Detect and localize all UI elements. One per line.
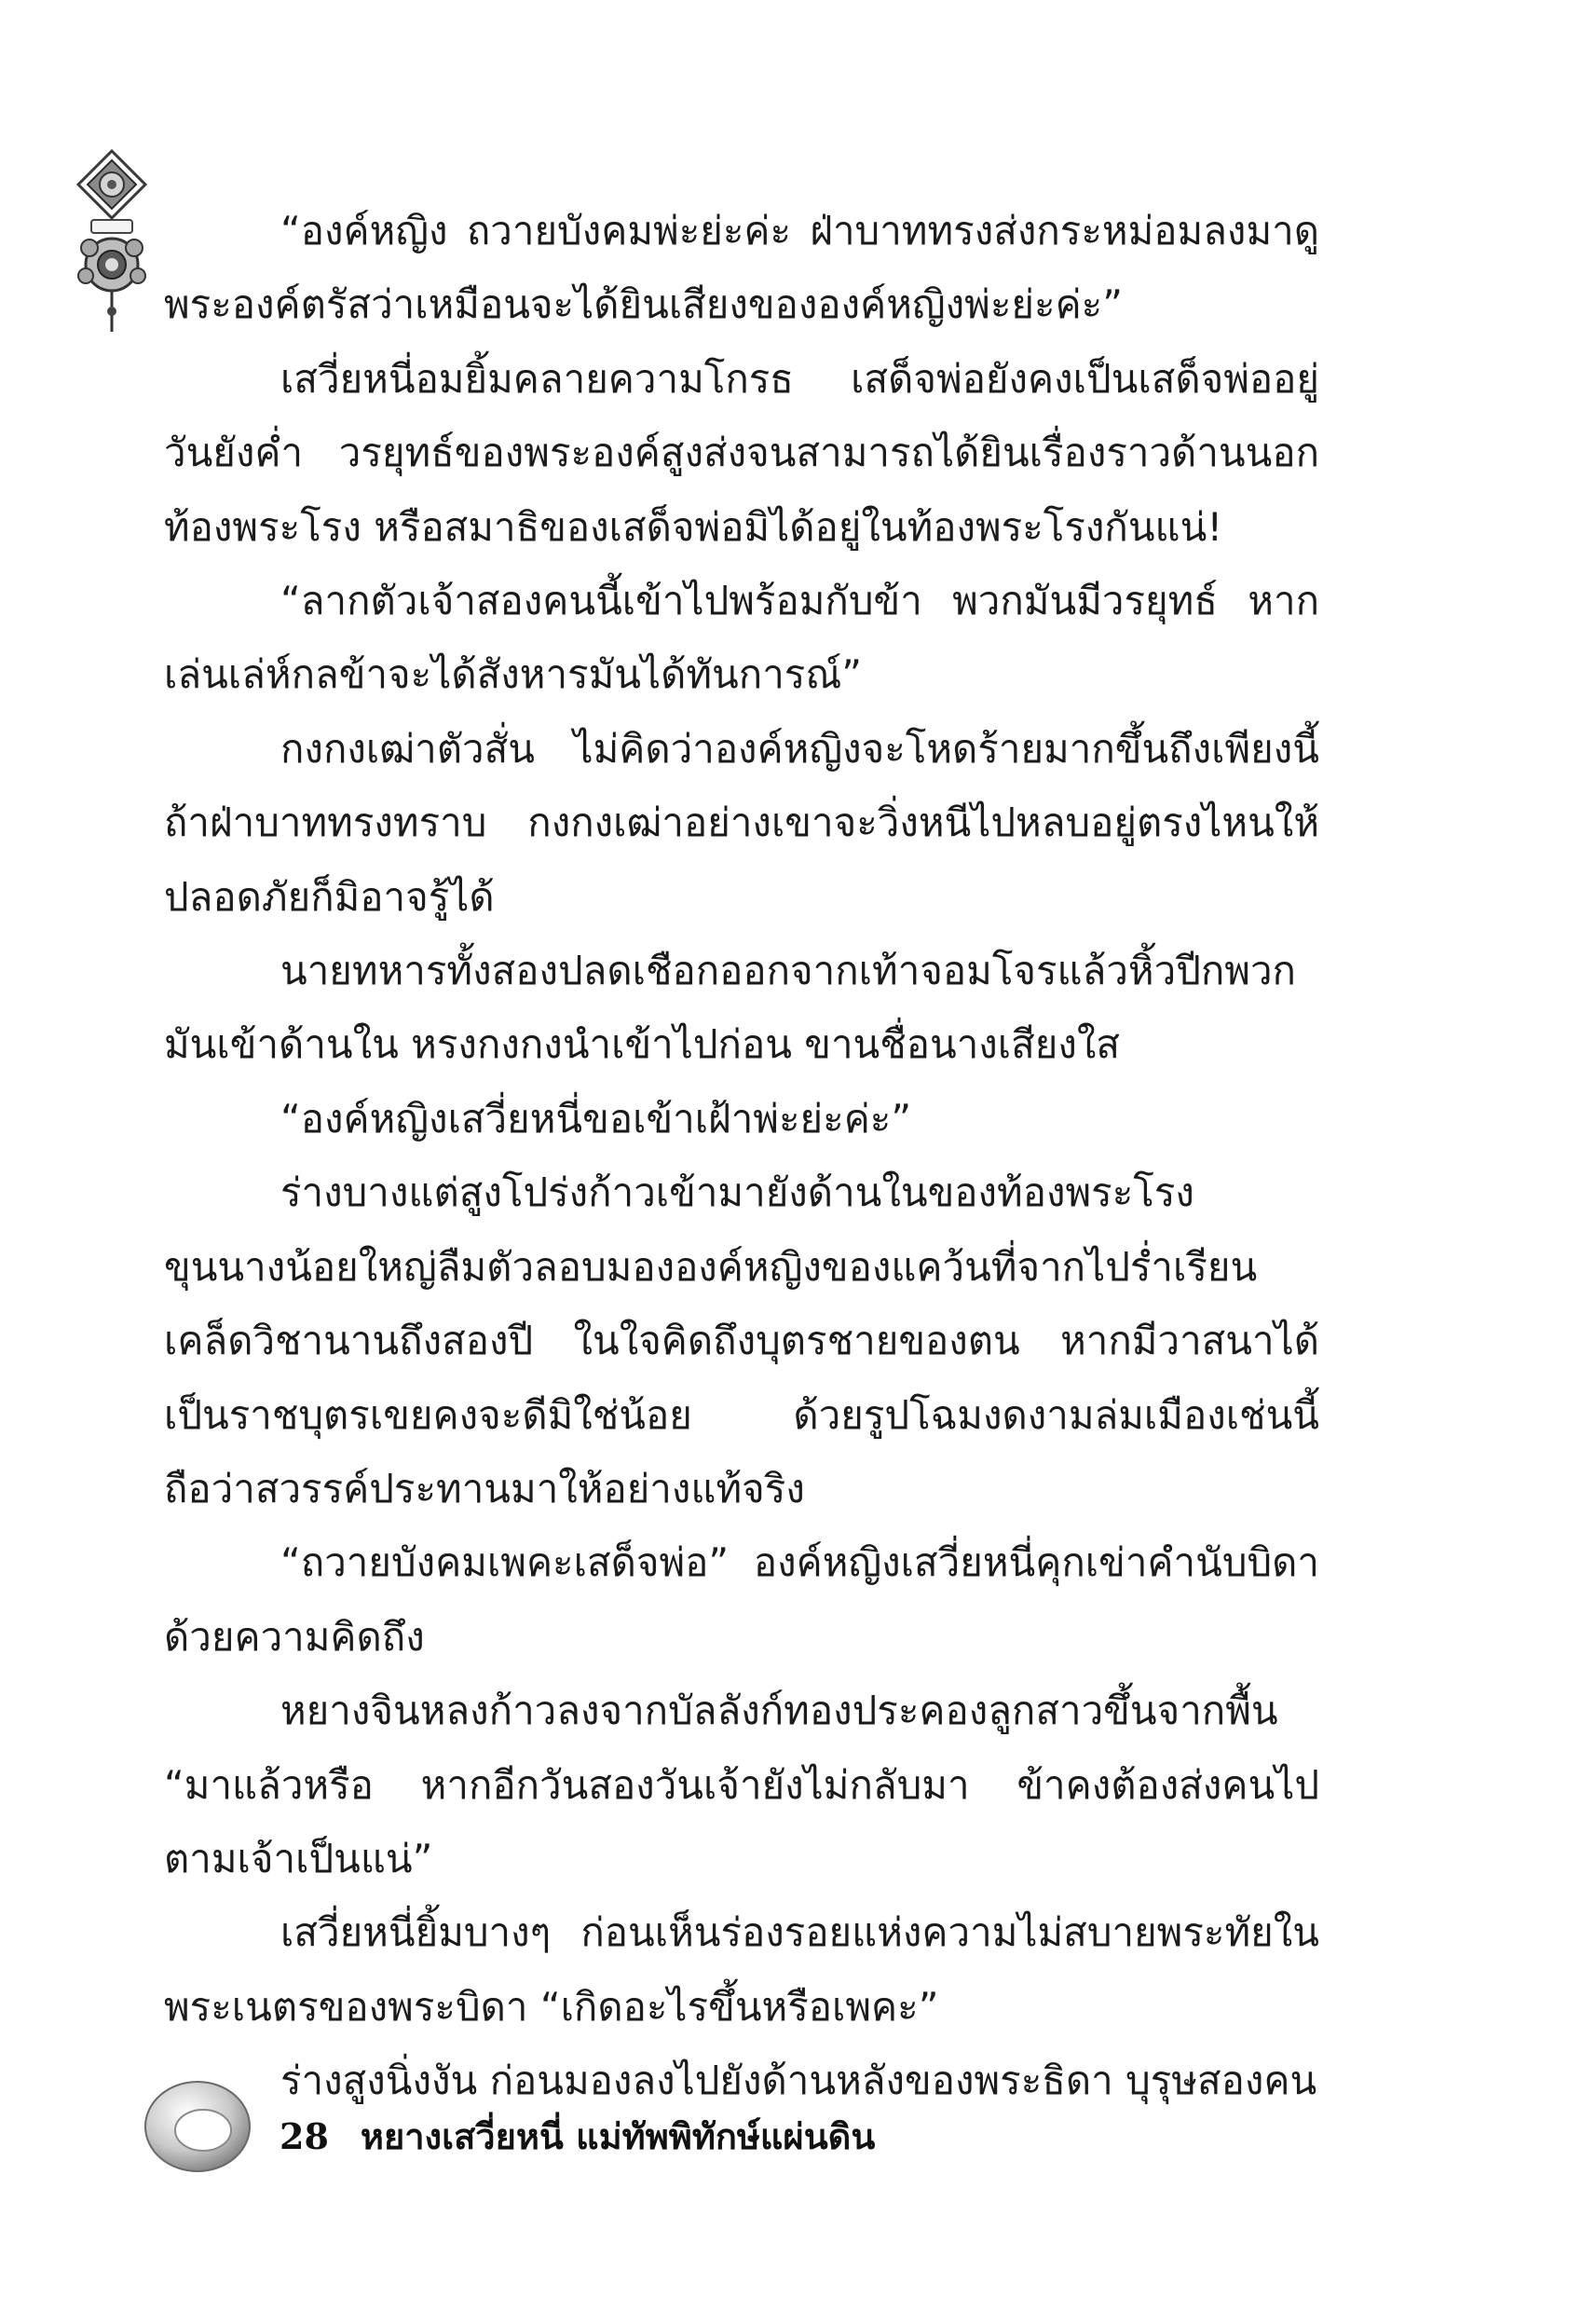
jade-ring-icon xyxy=(140,2069,261,2181)
paragraph: เสวี่ยหนี่อมยิ้มคลายความโกรธ เสด็จพ่อยังคงเป็นเสด็จพ่ออยู่วันยังค่ำ วรยุทธ์ของพระองค์สูงส่งจนสามารถได้ยินเรื่องราวด้านนอกท้องพระโรง หรือสมาธิของเสด็จพ่อมิได้อยู่ในท้องพระโรงกันแน่! xyxy=(164,355,1319,550)
paragraph: เสวี่ยหนี่ยิ้มบางๆ ก่อนเห็นร่องรอยแห่งความไม่สบายพระทัยในพระเนตรของพระบิดา “เกิดอะไรขึ้นหรือเพคะ” xyxy=(164,1909,1319,2030)
paragraph: นายทหารทั้งสองปลดเชือกออกจากเท้าจอมโจรแล้วหิ้วปีกพวกมันเข้าด้านใน หรงกงกงนำเข้าไปก่อน ขานชื่อนางเสียงใส xyxy=(164,948,1296,1068)
label-plate xyxy=(91,220,132,233)
paragraph: กงกงเฒ่าตัวสั่น ไม่คิดว่าองค์หญิงจะโหดร้ายมากขึ้นถึงเพียงนี้ ถ้าฝ่าบาททรงทราบ กงกงเฒ่าอย่างเขาจะวิ่งหนีไปหลบอยู่ตรงไหนให้ปลอดภัยก็มิอาจรู้ได้ xyxy=(164,725,1319,920)
paragraph: “องค์หญิง ถวายบังคมพ่ะย่ะค่ะ ฝ่าบาททรงส่งกระหม่อมลงมาดูพระองค์ตรัสว่าเหมือนจะได้ยินเสียงขององค์หญิงพ่ะย่ะค่ะ” xyxy=(164,208,1319,328)
tassel-icon xyxy=(107,291,116,332)
paragraph: “องค์หญิงเสวี่ยหนี่ขอเข้าเฝ้าพ่ะย่ะค่ะ” xyxy=(280,1095,912,1142)
paragraph: “มาแล้วหรือ หากอีกวันสองวันเจ้ายังไม่กลับมา ข้าคงต้องส่งคนไปตามเจ้าเป็นแน่” xyxy=(164,1761,1319,1881)
diamond-emblem-icon xyxy=(78,151,145,218)
page-number: 28 xyxy=(280,2115,329,2157)
ornament-logo xyxy=(65,149,158,335)
body-text xyxy=(164,194,1319,2118)
paragraph: “ถวายบังคมเพคะเสด็จพ่อ” องค์หญิงเสวี่ยหนี่คุกเข่าคำนับบิดาด้วยความคิดถึง xyxy=(164,1539,1319,1660)
page-footer xyxy=(280,2108,875,2165)
paragraph: “ลากตัวเจ้าสองคนนี้เข้าไปพร้อมกับข้า พวกมันมีวรยุทธ์ หากเล่นเล่ห์กลข้าจะได้สังหารมันได้ทันการณ์” xyxy=(164,578,1319,698)
paragraph: ร่างสูงนิ่งงัน ก่อนมองลงไปยังด้านหลังของพระธิดา บุรุษสองคน xyxy=(280,2058,1317,2104)
paragraph: ร่างบางแต่สูงโปร่งก้าวเข้ามายังด้านในของท้องพระโรง ขุนนางน้อยใหญ่ลืมตัวลอบมององค์หญิงของแคว้นที่จากไปร่ำเรียนเคล็ดวิชานานถึงสองปี ในใจคิดถึงบุตรชายของตน หากมีวาสนาได้เป็นราชบุตรเขยคงจะดีมิใช่น้อย ด้วยรูปโฉมงดงามล่มเมืองเช่นนี้ถือว่าสวรรค์ประทานมาให้อย่างแท้จริง xyxy=(164,1169,1319,1511)
paragraph: หยางจินหลงก้าวลงจากบัลลังก์ทองประคองลูกสาวขึ้นจากพื้น xyxy=(280,1688,1278,1734)
book-title: หยางเสวี่ยหนี่ แม่ทัพพิทักษ์แผ่นดิน xyxy=(360,2116,876,2157)
gear-medallion-icon xyxy=(78,239,145,291)
